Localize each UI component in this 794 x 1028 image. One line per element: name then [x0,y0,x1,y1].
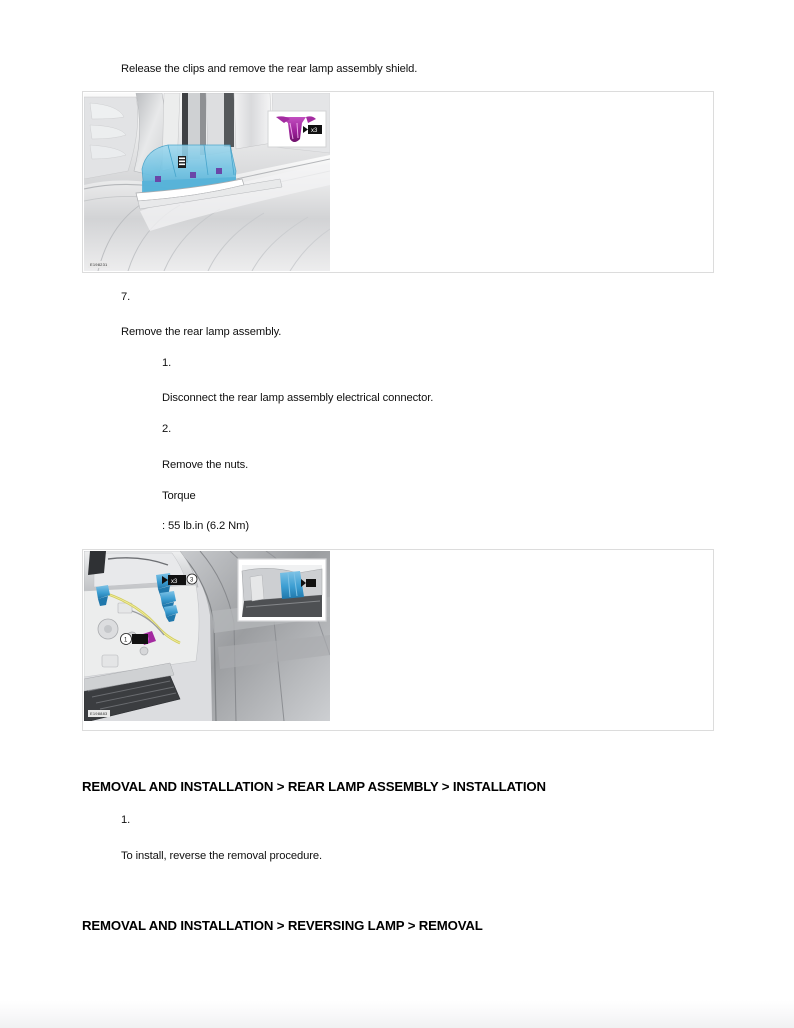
svg-text:1: 1 [124,637,128,644]
substep-1-text: Disconnect the rear lamp assembly electrical connector. [162,392,434,404]
install-step-text: To install, reverse the removal procedure. [121,850,322,862]
figure-1-inset-clip [268,111,326,147]
intro-step-text: Release the clips and remove the rear lamp assembly shield. [121,63,418,75]
figure-1-illustration [84,93,330,271]
figure-2-inset-detail [238,559,326,621]
substep-1-number: 1. [162,357,172,369]
svg-text:3: 3 [190,577,194,584]
substep-2-number: 2. [162,423,172,435]
torque-value: : 55 lb.in (6.2 Nm) [162,520,250,532]
torque-label: Torque [162,490,196,502]
heading-reversing-lamp-removal: REMOVAL AND INSTALLATION > REVERSING LAMP > REMOVAL [82,918,483,933]
install-step-number: 1. [121,814,131,826]
figure-2-illustration [84,551,330,721]
figure-rear-lamp-assembly-nuts [82,549,714,731]
heading-rear-lamp-installation: REMOVAL AND INSTALLATION > REAR LAMP ASSEMBLY > INSTALLATION [82,779,546,794]
figure-rear-lamp-shield-clips [82,91,714,273]
step-7-number: 7. [121,291,131,303]
figure-1-id-label: E198231 [88,261,110,268]
svg-text:x3: x3 [171,579,178,585]
step-7-text: Remove the rear lamp assembly. [121,326,282,338]
substep-2-text: Remove the nuts. [162,459,249,471]
callout-label-x3: x3 [311,128,318,135]
callout-1-connector [121,634,149,645]
page-bottom-edge [0,1000,794,1028]
figure-2-id-label: E198883 [88,710,110,717]
